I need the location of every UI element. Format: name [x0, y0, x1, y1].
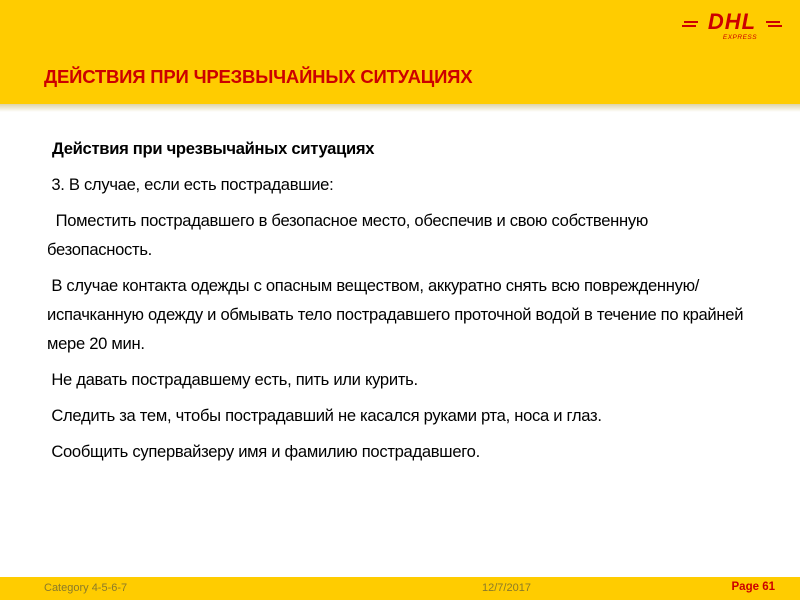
content-paragraph: Поместить пострадавшего в безопасное место, обеспечив и свою собственную безопасность.: [47, 211, 653, 259]
slide-title: ДЕЙСТВИЯ ПРИ ЧРЕЗВЫЧАЙНЫХ СИТУАЦИЯХ: [44, 66, 473, 87]
content-paragraph: 3. В случае, если есть пострадавшие:: [47, 175, 334, 194]
logo-text: DHL: [707, 9, 757, 34]
slide-content: [47, 134, 747, 473]
logo-subtext: EXPRESS: [722, 34, 758, 41]
footer-page-number: Page 61: [731, 581, 775, 593]
header-shadow: [0, 104, 800, 112]
content-paragraph: Сообщить супервайзеру имя и фамилию пострадавшего.: [47, 442, 480, 461]
content-paragraph: В случае контакта одежды с опасным веществом, аккуратно снять всю поврежденную/испачканную одежду и обмывать тело пострадавшего проточной водой в течение по крайней мере 20 мин.: [47, 276, 748, 353]
dhl-logo: [682, 8, 782, 42]
content-heading: Действия при чрезвычайных ситуациях: [52, 139, 375, 158]
content-paragraph: Не давать пострадавшему есть, пить или курить.: [47, 370, 418, 389]
footer-category: Category 4-5-6-7: [44, 582, 128, 594]
footer-date: 12/7/2017: [482, 582, 531, 594]
content-paragraph: Следить за тем, чтобы пострадавший не касался руками рта, носа и глаз.: [47, 406, 602, 425]
header-bar: [0, 0, 800, 104]
